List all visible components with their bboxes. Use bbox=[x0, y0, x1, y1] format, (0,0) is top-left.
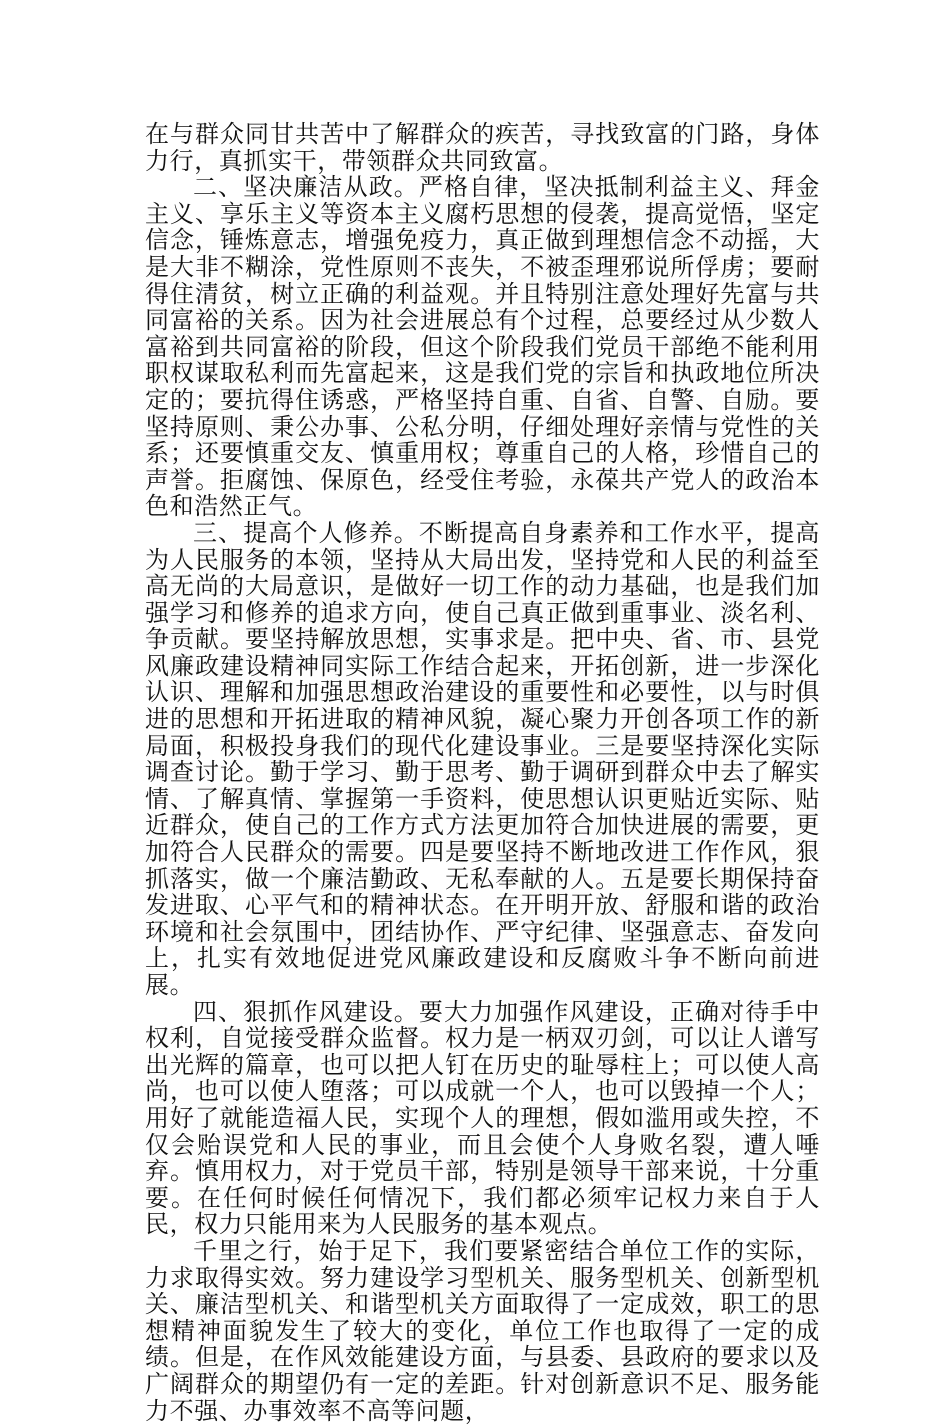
paragraph-section-two-integrity: 二、坚决廉洁从政。严格自律，坚决抵制利益主义、拜金主义、享乐主义等资本主义腐朽思想的侵袭，提高觉悟，坚定信念，锤炼意志，增强免疫力，真正做到理想信念不动摇，大是大非不糊涂，党性原则不丧失，不被歪理邪说所俘虏；要耐得住清贫，树立正确的利益观。并且特别注意处理好先富与共同富裕的关系。因为社会进展总有个过程，总要经过从少数人富裕到共同富裕的阶段，但这个阶段我们党员干部绝不能利用职权谋取私利而先富起来，这是我们党的宗旨和执政地位所决定的；要抗得住诱惑，严格坚持自重、自省、自警、自励。要坚持原则、秉公办事、公私分明，仔细处理好亲情与党性的关系；还要慎重交友、慎重用权；尊重自己的人格，珍惜自己的声誉。拒腐蚀、保原色，经受住考验，永葆共产党人的政治本色和浩然正气。 bbox=[145, 173, 820, 521]
paragraph-practical-results: 千里之行，始于足下，我们要紧密结合单位工作的实际，力求取得实效。努力建设学习型机关、服务型机关、创新型机关、廉洁型机关、和谐型机关方面取得了一定成效，职工的思想精神面貌发生了较大的变化，单位工作也取得了一定的成绩。但是，在作风效能建设方面，与县委、县政府的要求以及广阔群众的期望仍有一定的差距。针对创新意识不足、服务能力不强、办事效率不高等问题， bbox=[145, 1236, 820, 1425]
paragraph-section-four-work-style: 四、狠抓作风建设。要大力加强作风建设，正确对待手中权利，自觉接受群众监督。权力是一柄双刃剑，可以让人谱写出光辉的篇章，也可以把人钉在历史的耻辱柱上；可以使人高尚，也可以使人堕落；可以成就一个人，也可以毁掉一个人；用好了就能造福人民，实现个人的理想，假如滥用或失控，不仅会贻误党和人民的事业，而且会使个人身败名裂，遭人唾弃。慎用权力，对于党员干部，特别是领导干部来说，十分重要。在任何时候任何情况下，我们都必须牢记权力来自于人民，权力只能用来为人民服务的基本观点。 bbox=[145, 997, 820, 1239]
document-body bbox=[145, 121, 820, 1424]
paragraph-continuation: 在与群众同甘共苦中了解群众的疾苦，寻找致富的门路，身体力行，真抓实干，带领群众共同致富。 bbox=[145, 120, 820, 175]
paragraph-section-three-self-cultivation: 三、提高个人修养。不断提高自身素养和工作水平，提高为人民服务的本领，坚持从大局出发，坚持党和人民的利益至高无尚的大局意识，是做好一切工作的动力基础，也是我们加强学习和修养的追求方向，使自己真正做到重事业、淡名利、争贡献。要坚持解放思想，实事求是。把中央、省、市、县党风廉政建设精神同实际工作结合起来，开拓创新，进一步深化认识、理解和加强思想政治建设的重要性和必要性，以与时俱进的思想和开拓进取的精神风貌，凝心聚力开创各项工作的新局面，积极投身我们的现代化建设事业。三是要坚持深化实际调查讨论。勤于学习、勤于思考、勤于调研到群众中去了解实情、了解真情、掌握第一手资料，使思想认识更贴近实际、贴近群众，使自己的工作方式方法更加符合加快进展的需要，更加符合人民群众的需要。四是要坚持不断地改进工作作风，狠抓落实，做一个廉洁勤政、无私奉献的人。五是要长期保持奋发进取、心平气和的精神状态。在开明开放、舒服和谐的政治环境和社会氛围中，团结协作、严守纪律、坚强意志、奋发向上，扎实有效地促进党风廉政建设和反腐败斗争不断向前进展。 bbox=[145, 518, 820, 999]
